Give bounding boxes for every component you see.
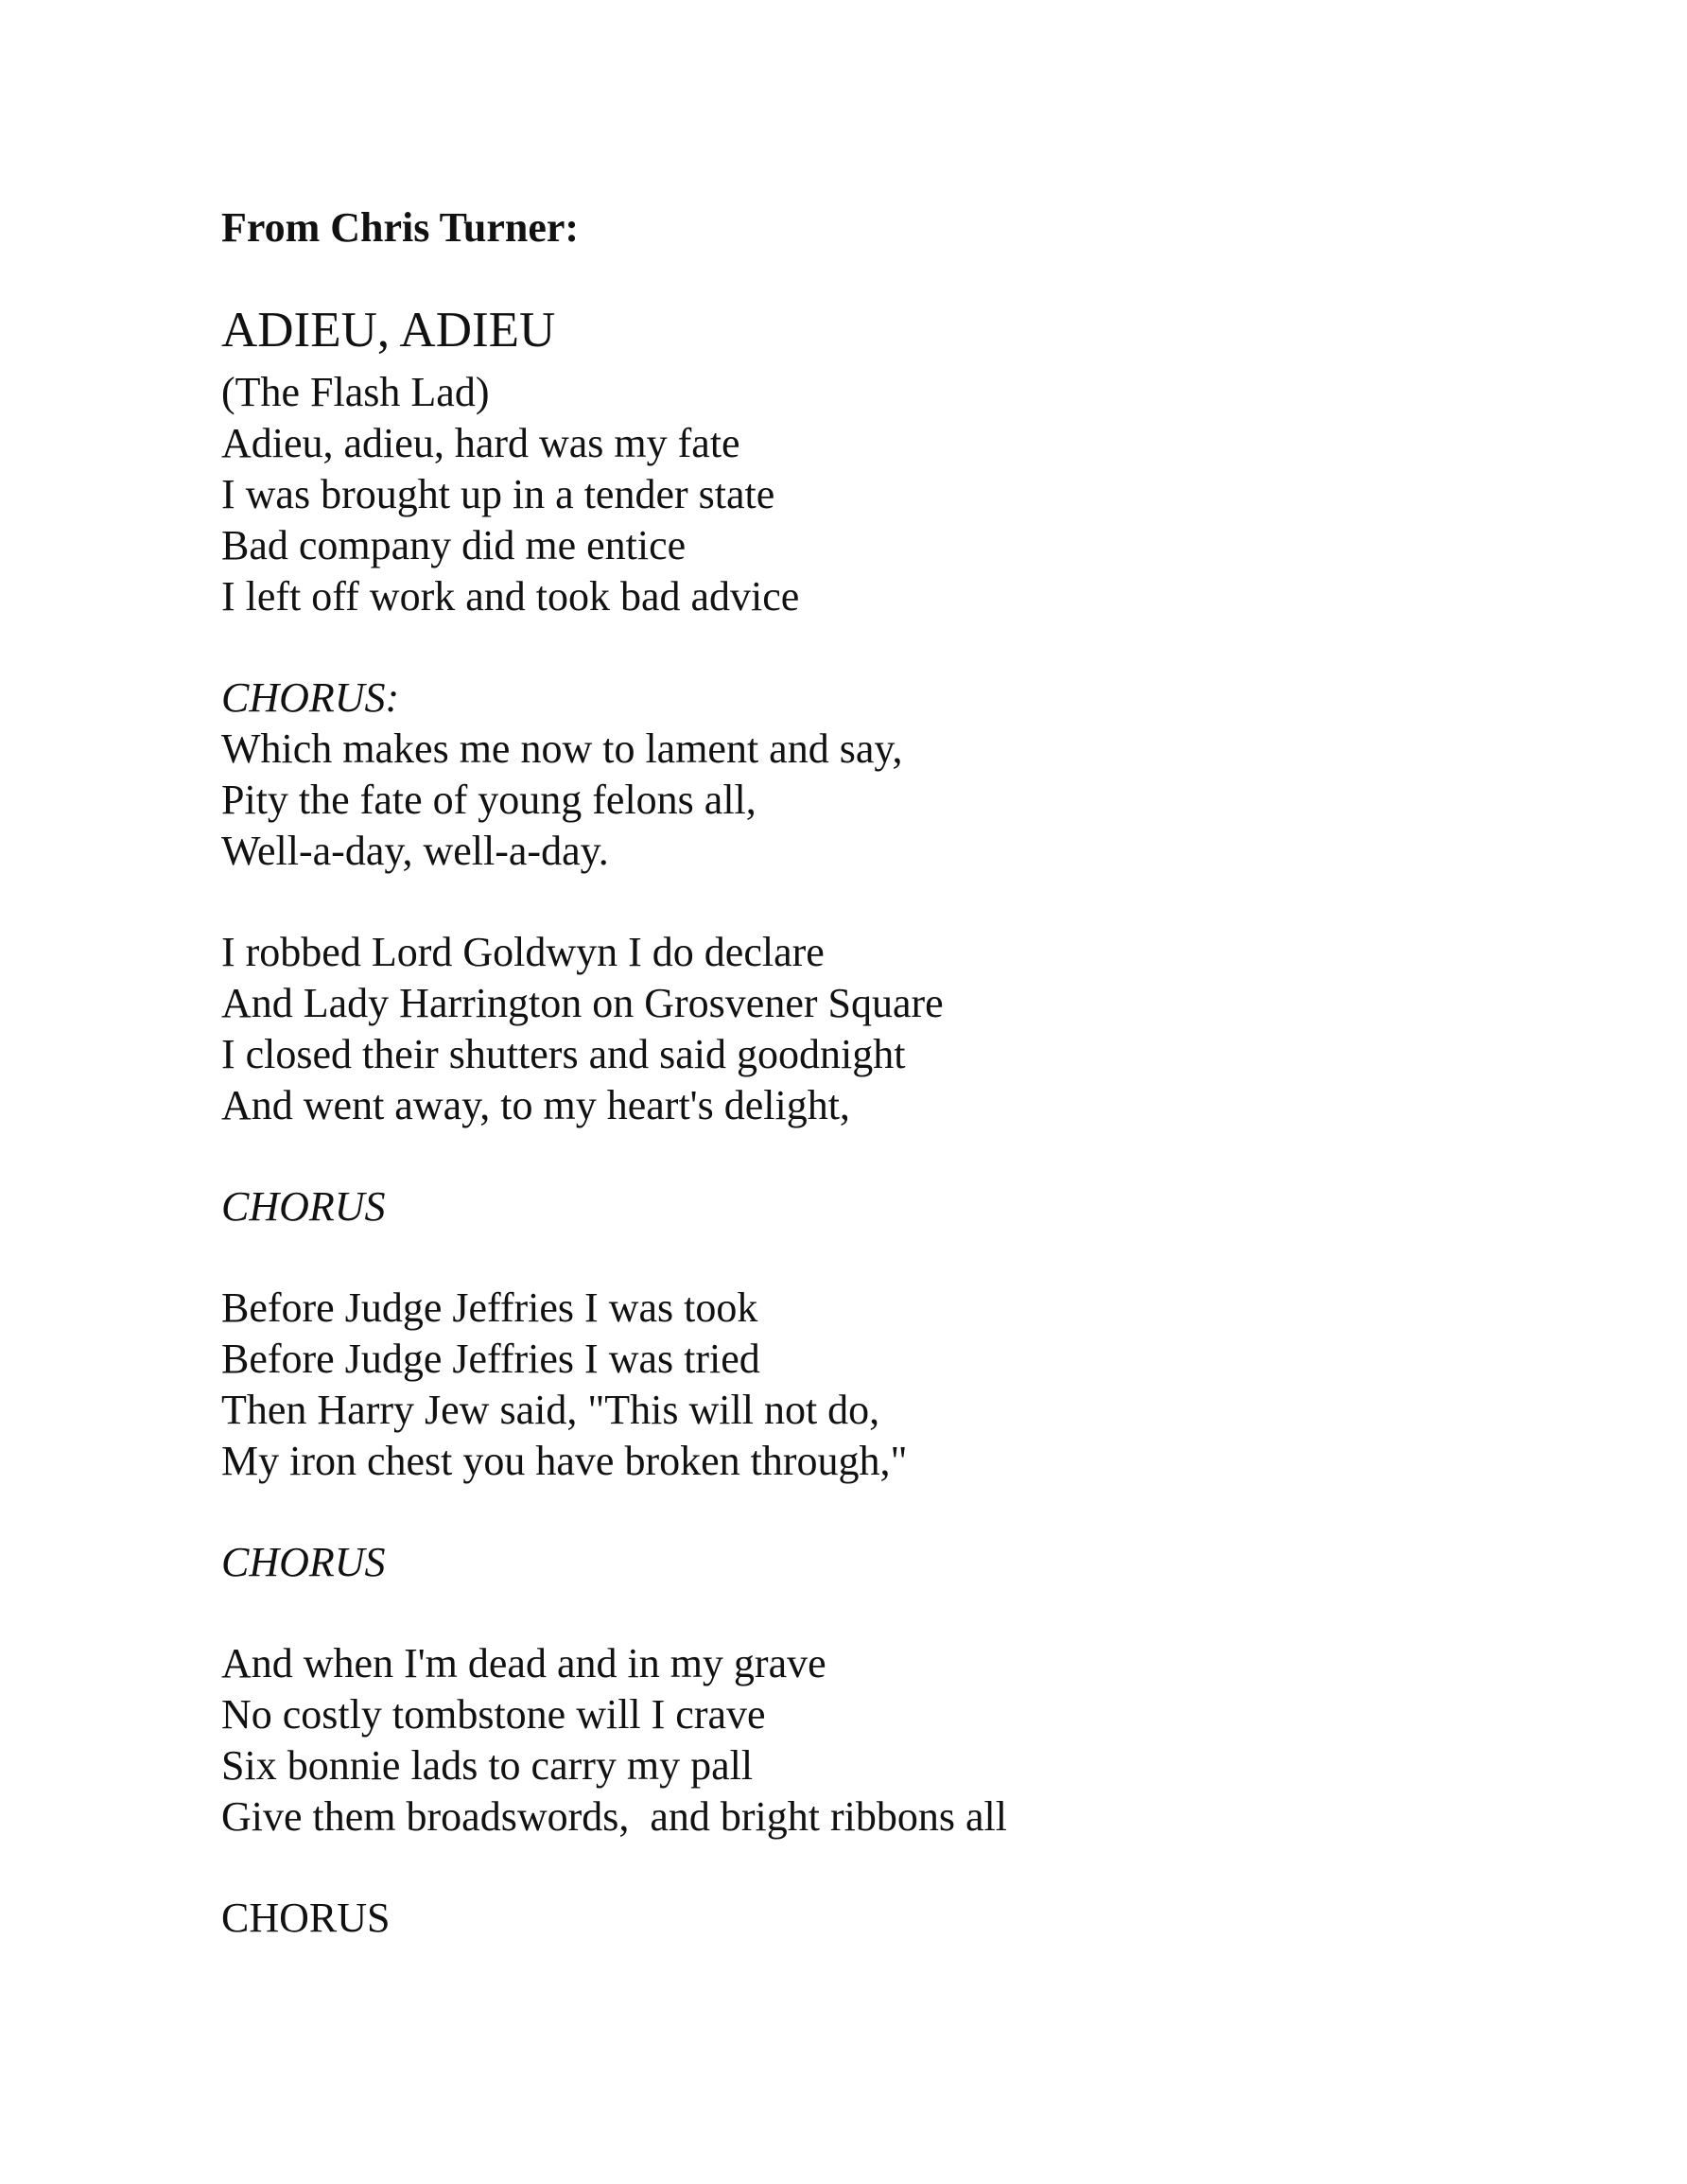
verse-line: I robbed Lord Goldwyn I do declare [221,929,825,975]
document-page [221,0,1545,2184]
verse-line: Give them broadswords, and bright ribbons all [221,1793,1007,1840]
verse-line: Before Judge Jeffries I was tried [221,1336,760,1382]
chorus-reference: CHORUS [221,1183,386,1230]
verse-line: I left off work and took bad advice [221,573,800,620]
verse-line: And went away, to my heart's delight, [221,1082,850,1128]
verse-line: And Lady Harrington on Grosvener Square [221,980,944,1026]
chorus-line: Which makes me now to lament and say, [221,725,903,772]
chorus-reference: CHORUS [221,1539,386,1585]
verse-line: My iron chest you have broken through," [221,1438,908,1484]
verse-line: And when I'm dead and in my grave [221,1640,826,1686]
verse-line: I closed their shutters and said goodnight [221,1031,906,1077]
verse-line: Bad company did me entice [221,522,687,568]
source-attribution: From Chris Turner: [221,204,580,251]
verse-line: Adieu, adieu, hard was my fate [221,420,740,466]
verse-line: I was brought up in a tender state [221,471,775,517]
verse-line: Before Judge Jeffries I was took [221,1284,758,1331]
verse-line: No costly tombstone will I crave [221,1691,766,1738]
chorus-line: Well-a-day, well-a-day. [221,828,609,874]
chorus-label: CHORUS: [221,674,400,721]
song-subtitle: (The Flash Lad) [221,369,490,415]
chorus-reference: CHORUS [221,1895,391,1941]
chorus-line: Pity the fate of young felons all, [221,777,757,823]
verse-line: Six bonnie lads to carry my pall [221,1742,754,1789]
verse-line: Then Harry Jew said, "This will not do, [221,1387,880,1433]
song-title: ADIEU, ADIEU [221,303,556,358]
